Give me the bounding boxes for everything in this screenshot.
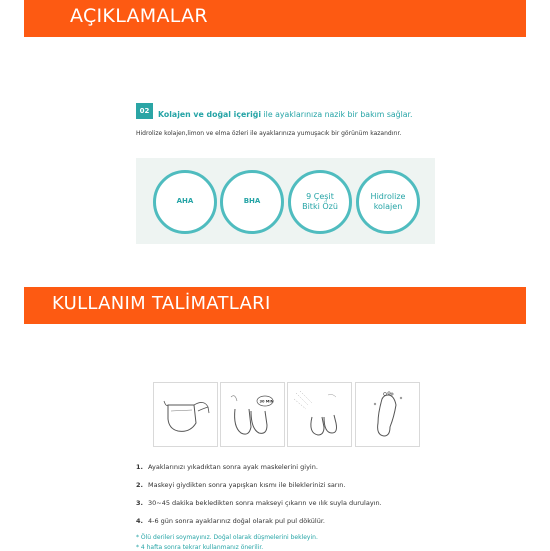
ingredient-label-line1: Hidrolize: [370, 191, 406, 201]
ingredient-circle-bha: [220, 170, 284, 234]
instruction-item: [136, 463, 318, 471]
section-banner-aciklamalar: [24, 0, 526, 37]
section-banner-kullanim: [24, 287, 526, 324]
description-text: Hidrolize kolajen,limon ve elma özleri ile ayaklarınıza yumuşacık bir görünüm kazandırır.: [136, 130, 402, 137]
ingredient-label-line1: 9 Çeşit: [306, 191, 334, 201]
instruction-text: Maskeyi giydikten sonra yapışkan kısmı ile bileklerinizi sarın.: [148, 481, 346, 489]
ingredient-label: BHA: [243, 197, 261, 206]
step-3-illustration: [287, 382, 352, 447]
instruction-text: Ayaklarınızı yıkadıktan sonra ayak maskelerini giyin.: [148, 463, 318, 471]
instruction-item: [136, 481, 345, 489]
ingredient-circle-plant-extracts: [288, 170, 352, 234]
instruction-number: 4.: [136, 517, 143, 525]
sock-peel-mask-icon: [154, 383, 217, 446]
step-1-illustration: [153, 382, 218, 447]
headline: [158, 110, 413, 119]
step-2-illustration: [220, 382, 285, 447]
section-title: AÇIKLAMALAR: [70, 5, 208, 27]
ingredient-label-line2: kolajen: [373, 202, 403, 211]
section-title: KULLANIM TALİMATLARI: [52, 293, 271, 314]
ingredient-label: AHA: [176, 197, 194, 206]
step-4-illustration: [355, 382, 420, 447]
instruction-number: 2.: [136, 481, 143, 489]
instruction-text: 30~45 dakika bekledikten sonra makseyi çıkarın ve ılık suyla durulayın.: [148, 499, 382, 507]
instruction-text: 4-6 gün sonra ayaklarınız doğal olarak pul pul dökülür.: [148, 517, 325, 525]
ingredient-circle-aha: [153, 170, 217, 234]
ingredient-label-line2: Bitki Özü: [302, 202, 338, 211]
instruction-item: [136, 499, 382, 507]
warning-note: * Ölü derileri soymayınız. Doğal olarak düşmelerini bekleyin.: [136, 534, 318, 541]
feet-in-mask-timer-icon: [221, 383, 284, 446]
ingredients-panel: [136, 158, 435, 244]
headline-rest: ile ayaklarınıza nazik bir bakım sağlar.: [261, 110, 413, 119]
usage-note: * 4 hafta sonra tekrar kullanmanız önerilir.: [136, 544, 264, 551]
instruction-number: 1.: [136, 463, 143, 471]
timer-label: 30 MIN: [259, 399, 274, 404]
ingredient-circle-collagen: [356, 170, 420, 234]
rinse-feet-icon: [288, 383, 351, 446]
step-number-badge: 02: [136, 103, 153, 119]
headline-bold: Kolajen ve doğal içeriği: [158, 110, 262, 119]
instruction-item: [136, 517, 325, 525]
instruction-number: 3.: [136, 499, 143, 507]
peeling-foot-icon: [356, 383, 419, 446]
